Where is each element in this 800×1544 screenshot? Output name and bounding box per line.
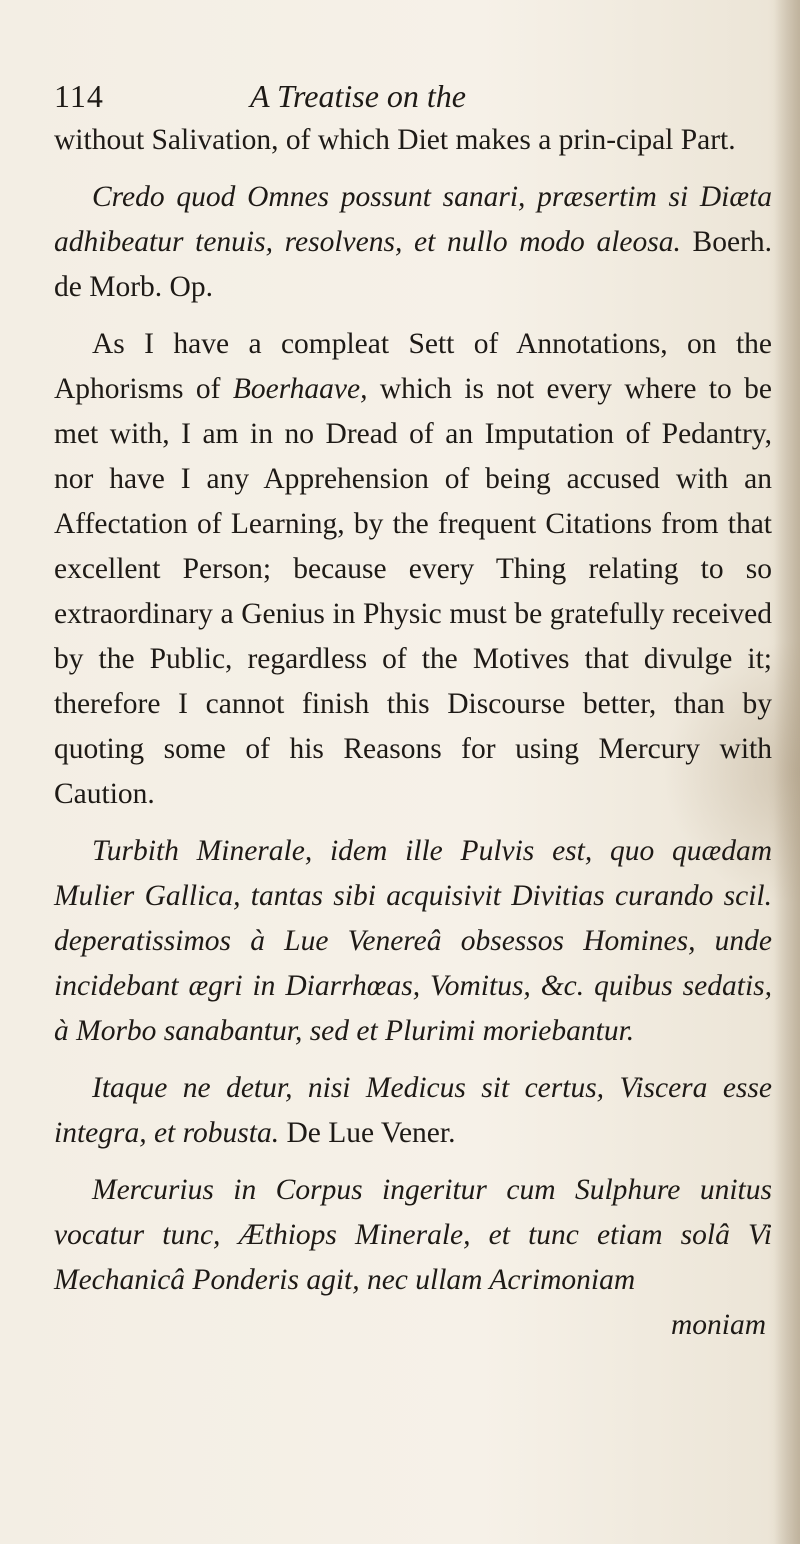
quotation-itaque: [54, 1066, 772, 1156]
quotation-mercurius: [54, 1168, 772, 1303]
page-number: 114: [54, 78, 104, 114]
citation: De Lue Vener.: [286, 1117, 456, 1149]
latin-quotation: Turbith Minerale, idem ille Pulvis est, quo quædam Mulier Gallica, tantas sibi acquisivit Divitias curando scil. deperatissimos à Lue Venereâ obsessos Homines, unde incidebant ægri in Diarrhœas, Vomitus, &c. quibus sedatis, à Morbo sanabantur, sed et Plurimi moriebantur.: [54, 835, 772, 1047]
latin-quotation: Credo quod Omnes possunt sanari, præsertim si Diæta adhibeatur tenuis, resolvens, et nullo modo aleosa.: [54, 181, 772, 258]
page-body: [54, 118, 772, 1348]
paragraph-text-rest: which is not every where to be met with, I am in no Dread of an Imputation of Pedantry, nor have I any Apprehension of being accused with an Affectation of Learning, by the frequent Citations from that excellent Person; because every Thing relating to so extraordinary a Genius in Physic must be gratefully received by the Public, regardless of the Motives that divulge it; therefore I cannot finish this Discourse better, than by quoting some of his Reasons for using Mercury with Caution.: [54, 373, 772, 810]
paragraph-annotations: [54, 322, 772, 817]
latin-quotation: Itaque ne detur, nisi Medicus sit certus, Viscera esse integra, et robusta.: [54, 1072, 772, 1149]
paragraph-salivation: [54, 118, 772, 163]
paragraph-text: without Salivation, of which Diet makes a prin-cipal Part.: [54, 124, 736, 156]
author-name: Boerhaave,: [232, 373, 368, 405]
running-title: A Treatise on the: [250, 78, 466, 114]
paragraph-text-start: As I have a compleat Sett of Annotations, on the Aphorisms of: [54, 328, 772, 405]
latin-quotation: Mercurius in Corpus ingeritur cum Sulphure unitus vocatur tunc, Æthiops Minerale, et tunc etiam solâ Vi Mechanicâ Ponderis agit, nec ullam Acrimoniam: [54, 1174, 772, 1296]
page-header: [54, 78, 774, 118]
quotation-turbith: [54, 829, 772, 1054]
citation: Boerh. de Morb. Op.: [54, 226, 773, 303]
quotation-credo: [54, 175, 772, 310]
page-gutter-shadow: [774, 0, 800, 1544]
catchword: moniam: [670, 1309, 766, 1341]
